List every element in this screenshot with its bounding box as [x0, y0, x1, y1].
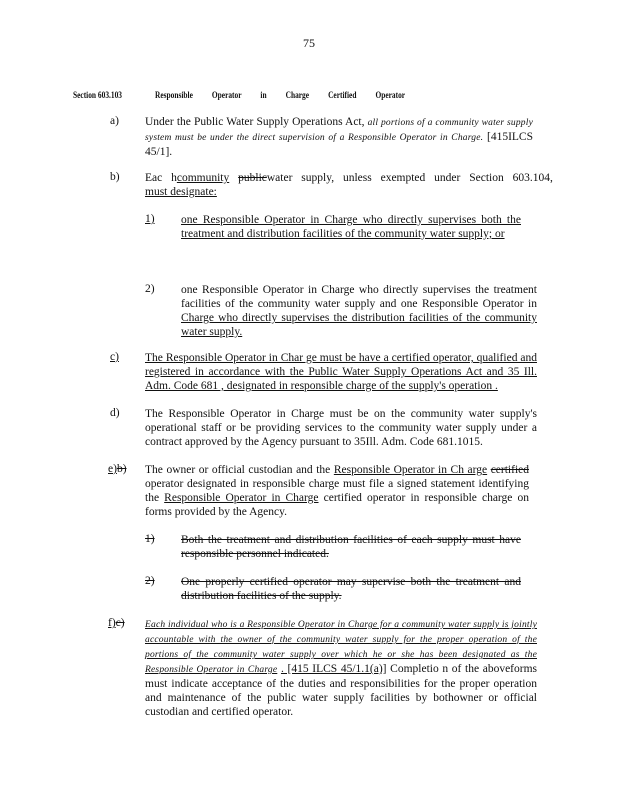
item-f-italic-inserted: Each individual who is a Responsible Operator in Charge for a community water supply is jointly accountable with the owner of the community water supply for the proper operation of the portions of the community water supply over which he or she has been designated as the Responsible Operator in Charge — [145, 620, 537, 675]
item-f-citation: . [415 ILCS 45/1.1(a)] — [280, 663, 387, 675]
item-e-t4: operator designated in responsible charge must file a signed statement identifying the — [145, 478, 529, 504]
item-b1-label: 1) — [145, 213, 155, 225]
item-b-line2: must designate: — [145, 186, 217, 198]
item-e-t2-inserted: Responsible Operator in Ch arge — [333, 464, 488, 476]
item-b-line1-b: water supply, unless exempted under Section 603.104, — [266, 172, 553, 184]
page-number: 75 — [303, 36, 315, 50]
item-f-label — [108, 617, 125, 629]
item-b-text — [145, 171, 553, 199]
item-e-label-new: e) — [108, 463, 117, 475]
item-c-label: c) — [110, 351, 119, 363]
item-e2-text: One properly certified operator may supervise both the treatment and distribution facilities of the supply. — [181, 576, 521, 602]
item-d-text: The Responsible Operator in Charge must be on the community water supply's operational staff or be providing services to the community water supply under a contract approved by the Agency pursuant to 35Ill. Adm. Code 681.1015. — [145, 408, 537, 448]
section-number: Section 603.103 — [73, 91, 122, 101]
item-a-italic: all portions of a community water supply system must be under the direct supervision of a Responsible Operator in Charge. — [145, 118, 534, 143]
item-e-label — [108, 463, 127, 475]
item-e-t6: certified operator in responsible charge on forms provided by the Agency. — [145, 492, 530, 518]
item-d-label: d) — [110, 407, 120, 419]
item-b-line1-a: Eac h — [145, 172, 177, 184]
item-e-t5-inserted: Responsible Operator in Charge — [164, 492, 319, 504]
item-b1-text: one Responsible Operator in Charge who directly supervises both the treatment and distribution facilities of the community water supply; or — [181, 214, 521, 240]
item-a-label: a) — [110, 115, 119, 127]
item-e-t1: The owner or official custodian and the — [145, 464, 331, 476]
item-b-deleted-public: public — [238, 172, 267, 184]
item-e1-text: Both the treatment and distribution facilities of each supply must have responsible personnel indicated. — [181, 534, 521, 560]
item-e1-label: 1) — [145, 533, 155, 545]
item-e-t3-deleted: certified — [490, 464, 529, 476]
item-f-label-old: c) — [115, 617, 125, 629]
item-b2-text — [181, 283, 537, 339]
item-b2-text-a: one Responsible Operator in Charge who directly supervises the treatment facilities of the community water supply and one Responsible Operator in — [181, 284, 537, 310]
item-b2-label: 2) — [145, 283, 155, 295]
item-b-label: b) — [110, 171, 120, 183]
item-e2-label: 2) — [145, 575, 155, 587]
item-f-label-new: f) — [108, 617, 116, 629]
item-a-plain: Under the Public Water Supply Operations Act, — [145, 116, 365, 128]
item-c-text: The Responsible Operator in Char ge must be have a certified operator, qualified and registered in accordance with the Public Water Supply Operations Act and 35 Ill. Adm. Code 681 , designated in responsible charge of the supply's operation . — [145, 352, 537, 392]
section-title: Responsible Operator in Charge Certified Operator — [155, 91, 406, 101]
item-f-plain: Completio n of the aboveforms must indicate acceptance of the duties and responsibilities for the proper operation and maintenance of the public water supply facilities by bothowner or official custodian and certified operator. — [145, 663, 538, 718]
item-a-text — [145, 115, 533, 159]
item-b-inserted-community: community — [176, 172, 230, 184]
item-f-text — [145, 617, 537, 719]
item-b2-text-inserted: Charge who directly supervises the distribution facilities of the community water supply. — [181, 312, 537, 338]
item-e-text — [145, 463, 529, 519]
item-e-label-old: b) — [116, 463, 127, 475]
item-a-citation: [415ILCS 45/1]. — [145, 131, 533, 158]
